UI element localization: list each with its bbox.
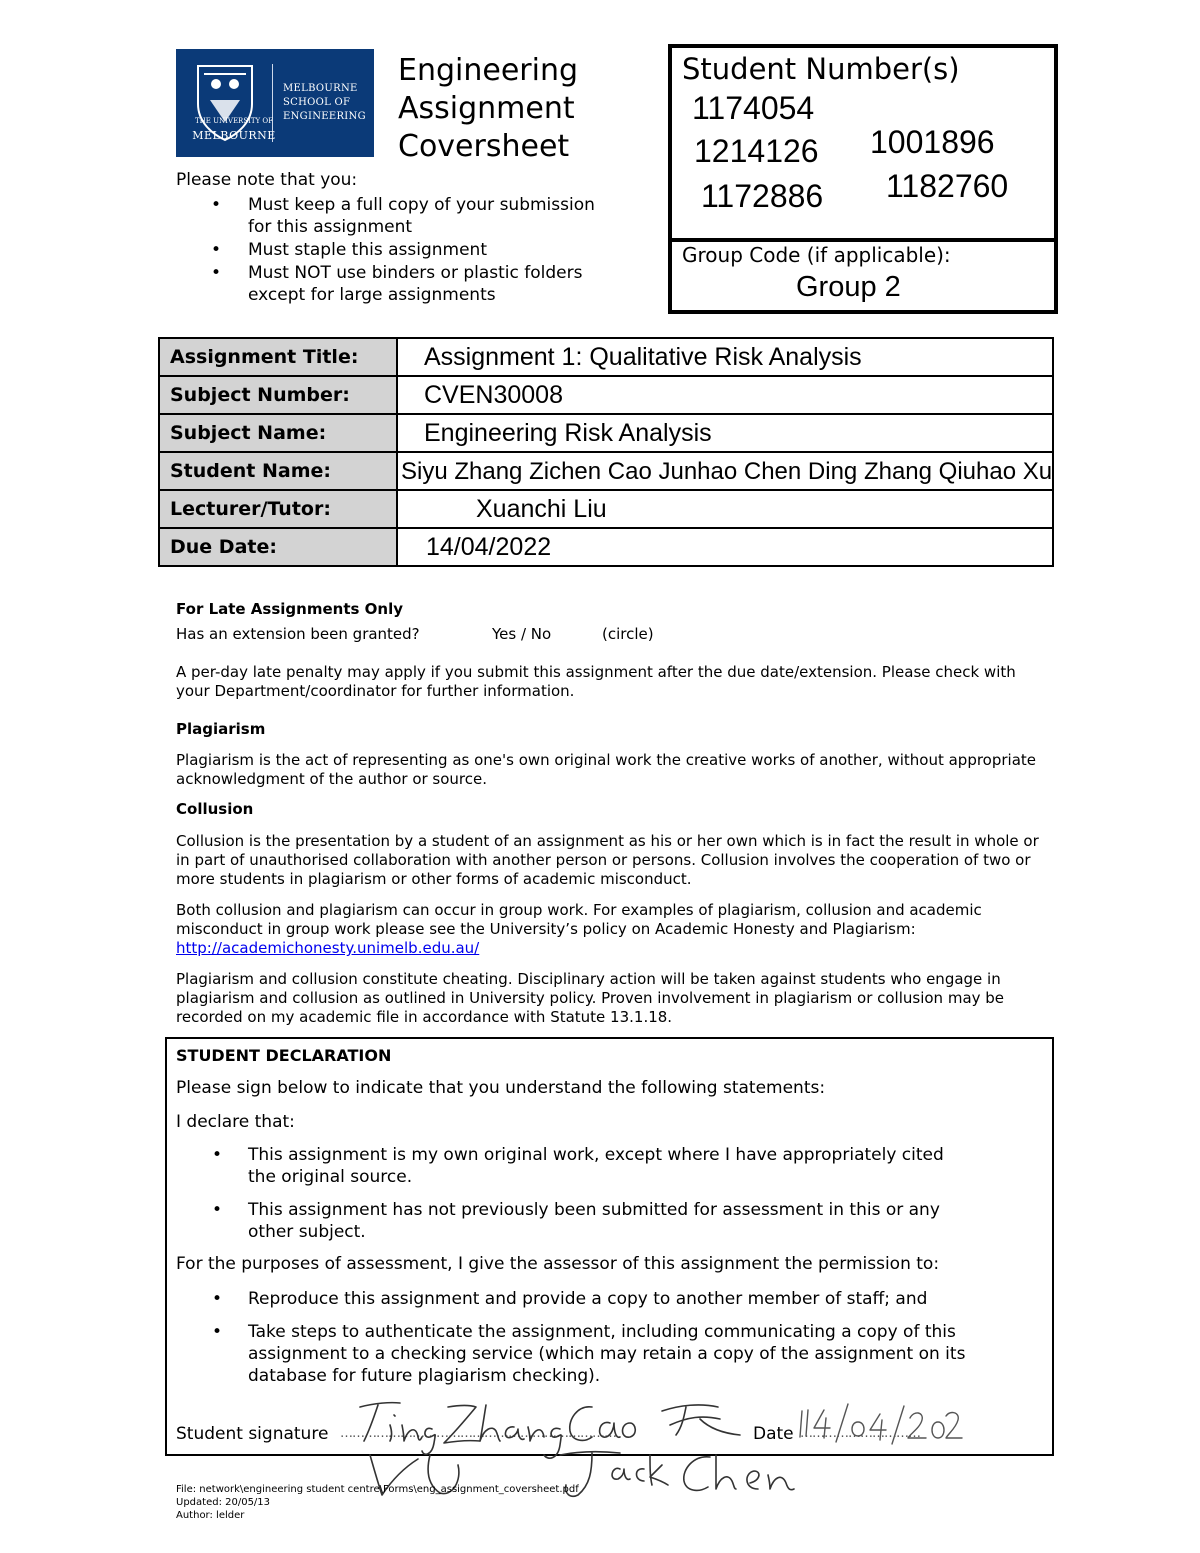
declaration-item: • This assignment is my own original work, except where I have appropriately cited the original source. bbox=[176, 1144, 966, 1188]
cheating-text: Plagiarism and collusion constitute cheating. Disciplinary action will be taken against students who engage in plagiarism and collusion as outlined in University policy. Proven involvement in plagiarism or collusion may be recorded on my academic file in accordance with Statute 13.1.18. bbox=[176, 970, 1005, 1026]
extension-hint: (circle) bbox=[602, 625, 654, 643]
student-name-label: Student Name: bbox=[159, 452, 397, 490]
assignment-info-table bbox=[158, 337, 1054, 567]
note-list bbox=[176, 194, 616, 307]
footer bbox=[176, 1483, 579, 1522]
date-label: Date bbox=[753, 1424, 794, 1444]
subject-name-label: Subject Name: bbox=[159, 414, 397, 452]
handwritten-date bbox=[800, 1400, 970, 1450]
page-title: Engineering Assignment Coversheet bbox=[398, 53, 578, 164]
university-logo bbox=[176, 49, 374, 157]
note-item: • Must NOT use binders or plastic folders except for large assignments bbox=[176, 262, 616, 306]
table-row bbox=[159, 490, 1053, 528]
date-line[interactable]: ………………………… bbox=[800, 1426, 920, 1441]
student-number: 1174054 bbox=[692, 90, 815, 126]
note-item: • Must keep a full copy of your submission for this assignment bbox=[176, 194, 616, 238]
footer-updated: Updated: 20/05/13 bbox=[176, 1497, 271, 1508]
lecturer-tutor-label: Lecturer/Tutor: bbox=[159, 490, 397, 528]
declaration-list bbox=[176, 1144, 966, 1254]
signature-label: Student signature bbox=[176, 1424, 329, 1444]
table-row bbox=[159, 452, 1053, 490]
declaration-item: • This assignment has not previously been submitted for assessment in this or any other subject. bbox=[176, 1199, 966, 1243]
table-row bbox=[159, 338, 1053, 376]
late-penalty-text: A per-day late penalty may apply if you submit this assignment after the due date/extension. Please check with your Department/coordinator for further information. bbox=[176, 663, 1016, 700]
table-row bbox=[159, 376, 1053, 414]
subject-number-label: Subject Number: bbox=[159, 376, 397, 414]
student-number: 1001896 bbox=[870, 124, 995, 160]
note-intro: Please note that you: bbox=[176, 170, 358, 190]
declaration-intro: Please sign below to indicate that you understand the following statements: bbox=[176, 1078, 826, 1098]
footer-author: Author: lelder bbox=[176, 1510, 245, 1521]
subject-number-value[interactable]: CVEN30008 bbox=[397, 376, 1053, 414]
due-date-value[interactable]: 14/04/2022 bbox=[397, 528, 1053, 566]
declaration-declare: I declare that: bbox=[176, 1112, 295, 1132]
lecturer-tutor-value[interactable]: Xuanchi Liu bbox=[397, 490, 1053, 528]
assignment-title-value[interactable]: Assignment 1: Qualitative Risk Analysis bbox=[397, 338, 1053, 376]
student-number-label: Student Number(s) bbox=[682, 52, 960, 86]
logo-school-name: MELBOURNE SCHOOL OF ENGINEERING bbox=[283, 83, 366, 122]
plagiarism-text: Plagiarism is the act of representing as one's own original work the creative works of another, without appropriate acknowledgment of the author or source. bbox=[176, 751, 1037, 788]
group-work-text: Both collusion and plagiarism can occur in group work. For examples of plagiarism, collusion and academic misconduct in group work please see the University’s policy on Academic Honesty and Plagiarism: http://academichonesty.unimelb.edu.au/ bbox=[176, 901, 982, 957]
extension-options[interactable]: Yes / No bbox=[492, 625, 552, 643]
group-code-label: Group Code (if applicable): bbox=[682, 243, 951, 267]
student-number: 1214126 bbox=[694, 133, 819, 169]
logo-university-big: MELBOURNE bbox=[192, 129, 276, 142]
late-heading: For Late Assignments Only bbox=[176, 600, 403, 618]
signature-line[interactable]: …………………………………………………………… bbox=[340, 1426, 616, 1441]
footer-file: File: network\engineering student centre\Forms\eng_assignment_coversheet.pdf bbox=[176, 1484, 579, 1495]
student-number: 1172886 bbox=[701, 178, 824, 214]
group-code-value: Group 2 bbox=[796, 271, 901, 303]
extension-question: Has an extension been granted? bbox=[176, 625, 420, 643]
assignment-title-label: Assignment Title: bbox=[159, 338, 397, 376]
academic-honesty-link[interactable]: http://academichonesty.unimelb.edu.au/ bbox=[176, 939, 480, 957]
due-date-label: Due Date: bbox=[159, 528, 397, 566]
declaration-heading: STUDENT DECLARATION bbox=[176, 1046, 392, 1065]
declaration-purposes: For the purposes of assessment, I give the assessor of this assignment the permission to: bbox=[176, 1254, 940, 1274]
collusion-heading: Collusion bbox=[176, 800, 254, 818]
permission-item: • Take steps to authenticate the assignment, including communicating a copy of this assignment to a checking service (which may retain a copy of the assignment on its database for future plagiarism checking). bbox=[176, 1321, 966, 1387]
plagiarism-heading: Plagiarism bbox=[176, 720, 266, 738]
student-number: 1182760 bbox=[886, 168, 1009, 204]
permission-item: • Reproduce this assignment and provide a copy to another member of staff; and bbox=[176, 1288, 966, 1310]
subject-name-value[interactable]: Engineering Risk Analysis bbox=[397, 414, 1053, 452]
collusion-text: Collusion is the presentation by a student of an assignment as his or her own which is in fact the result in whole or in part of unauthorised collaboration with another person or persons. Collusion involves the cooperation of two or more students in plagiarism or other forms of academic misconduct. bbox=[176, 832, 1039, 888]
logo-university-small: THE UNIVERSITY OF bbox=[194, 117, 273, 125]
student-name-value[interactable]: Siyu Zhang Zichen Cao Junhao Chen Ding Zhang Qiuhao Xu bbox=[397, 452, 1053, 490]
permission-list bbox=[176, 1288, 966, 1398]
note-item: • Must staple this assignment bbox=[176, 239, 616, 261]
table-row bbox=[159, 528, 1053, 566]
table-row bbox=[159, 414, 1053, 452]
